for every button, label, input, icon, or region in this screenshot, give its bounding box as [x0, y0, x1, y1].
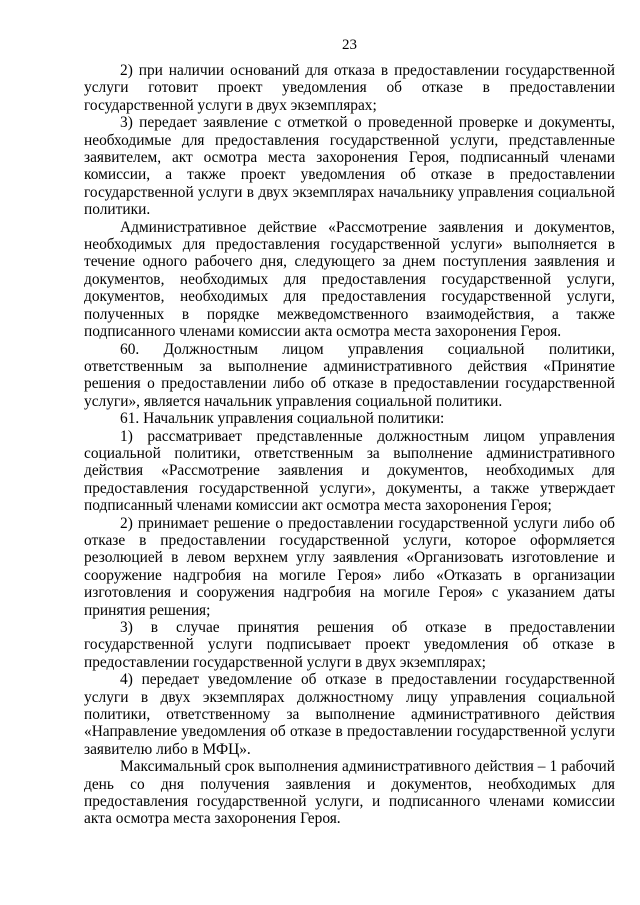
paragraph: 2) при наличии оснований для отказа в предоставлении государственной услуги готовит проект уведомления об отказе в предоставлении государственной услуги в двух экземплярах; [84, 62, 615, 114]
paragraph: 60. Должностным лицом управления социальной политики, ответственным за выполнение административного действия «Принятие решения о предоставлении либо об отказе в предоставлении государственной услуги», является начальник управления социальной политики. [84, 340, 615, 410]
paragraph: 3) передает заявление с отметкой о проведенной проверке и документы, необходимые для предоставления государственной услуги, представленные заявителем, акт осмотра места захоронения Героя, подписанный членами комиссии, а также проект уведомления об отказе в предоставлении государственной услуги в двух экземплярах начальнику управления социальной политики. [84, 114, 615, 219]
paragraph: 2) принимает решение о предоставлении государственной услуги либо об отказе в предоставлении государственной услуги, которое оформляется резолюцией в левом верхнем углу заявления «Организовать изготовление и сооружение надгробия на могиле Героя» либо «Отказать в организации изготовления и сооружения надгробия на могиле Героя» с указанием даты принятия решения; [84, 514, 615, 619]
paragraph: 1) рассматривает представленные должностным лицом управления социальной политики, ответственным за выполнение административного действия «Рассмотрение заявления и документов, необходимых для предоставления государственной услуги», документы, а также утверждает подписанный членами комиссии акт осмотра места захоронения Героя; [84, 427, 615, 515]
paragraph: Максимальный срок выполнения административного действия – 1 рабочий день со дня получения заявления и документов, необходимых для предоставления государственной услуги, и подписанного членами комиссии акта осмотра места захоронения Героя. [84, 758, 615, 828]
paragraph: 3) в случае принятия решения об отказе в предоставлении государственной услуги подписывает проект уведомления об отказе в предоставлении государственной услуги в двух экземплярах; [84, 619, 615, 671]
page-number: 23 [342, 37, 357, 53]
paragraph: 4) передает уведомление об отказе в предоставлении государственной услуги в двух экземплярах должностному лицу управления социальной политики, ответственному за выполнение административного действия «Направление уведомления об отказе в предоставлении государственной услуги заявителю либо в МФЦ». [84, 671, 615, 758]
document-page [84, 36, 615, 828]
paragraph: Административное действие «Рассмотрение заявления и документов, необходимых для предоставления государственной услуги» выполняется в течение одного рабочего дня, следующего за днем поступления заявления и документов, необходимых для предоставления государственной услуги, документов, необходимых для предоставления государственной услуги, полученных в порядке межведомственного взаимодействия, а также подписанного членами комиссии акта осмотра места захоронения Героя. [84, 218, 615, 341]
paragraph: 61. Начальник управления социальной политики: [120, 410, 445, 428]
